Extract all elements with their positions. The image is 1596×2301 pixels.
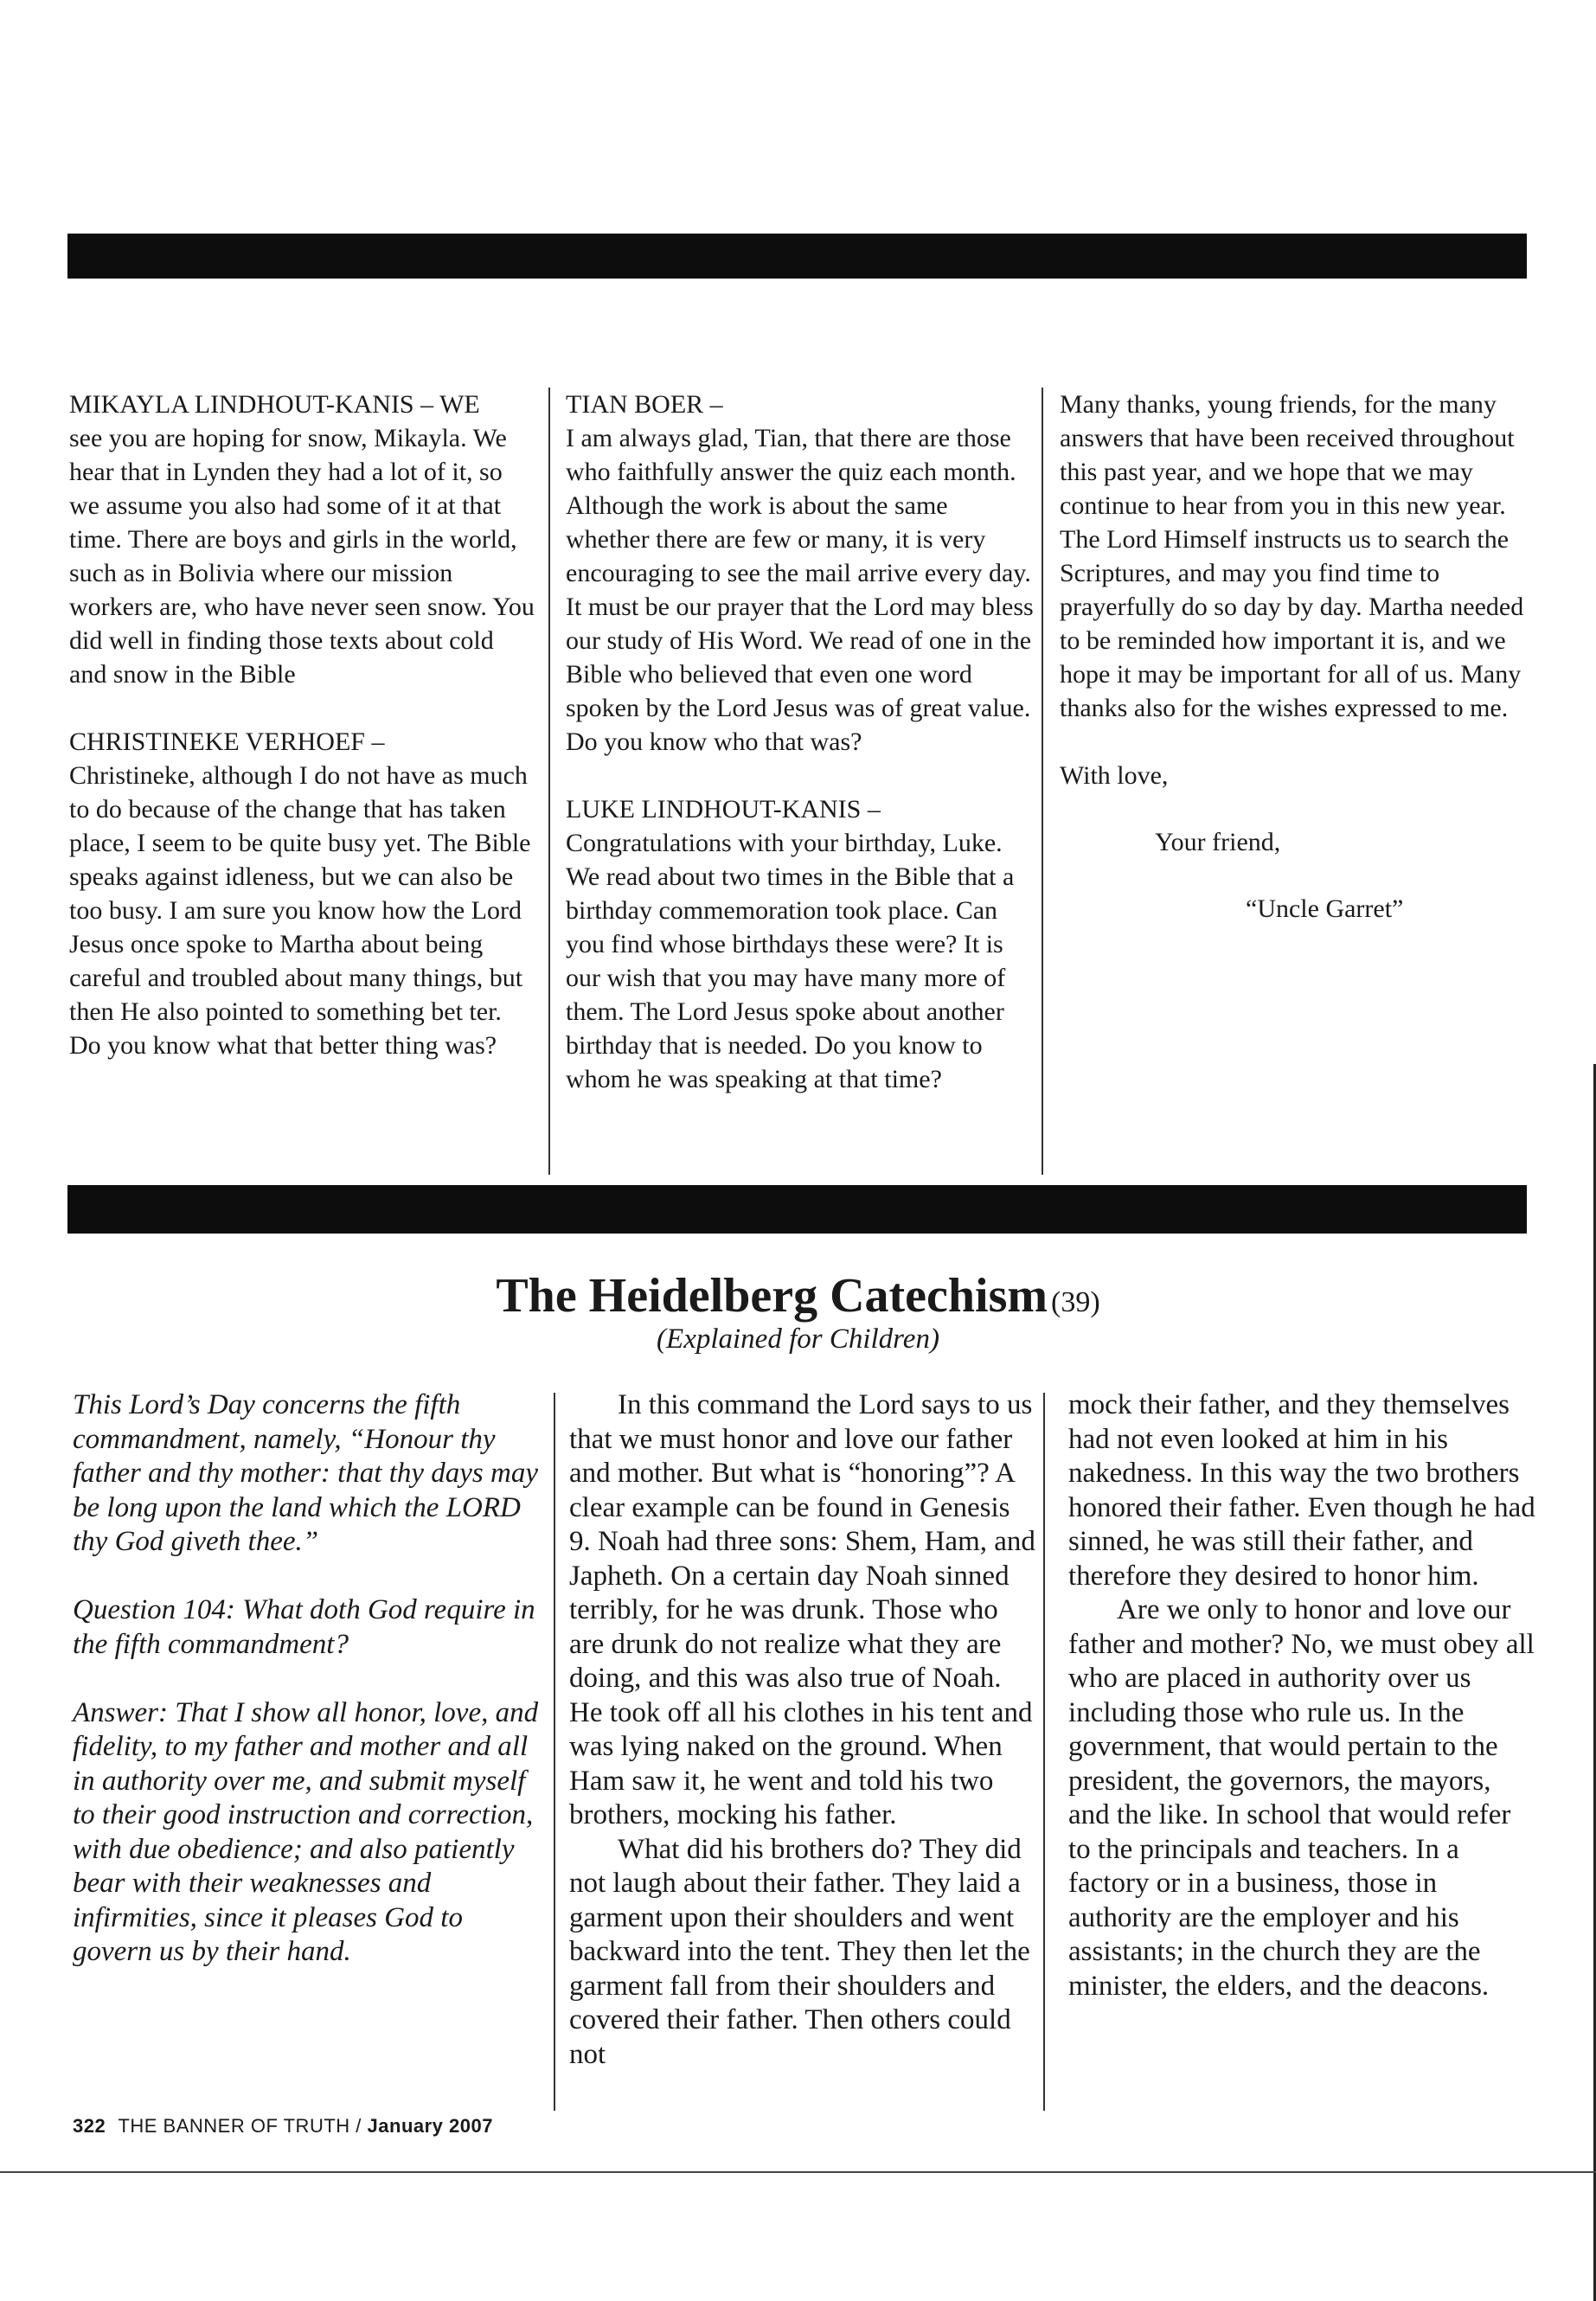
publication-name: THE BANNER OF TRUTH <box>118 2115 350 2137</box>
top-black-bar <box>67 234 1527 279</box>
letter-christineke <box>69 725 536 1062</box>
footer-separator: / <box>356 2115 362 2137</box>
letter-heading: CHRISTINEKE VERHOEF – <box>69 727 385 756</box>
letter-body: I am always glad, Tian, that there are those who faithfully answer the quiz each month. Although the work is about the same whether there are few or many, it is very encouraging to see the mail arrive every day. It must be our prayer that the Lord may bless our study of His Word. We read of one in the Bible who believed that even one word spoken by the Lord Jesus was of great value. Do you know who that was? <box>566 424 1034 756</box>
catechism-answer: Answer: That I show all honor, love, and fidelity, to my father and mother and all in authority over me, and submit myself to their good instruction and correction, with due obedience; and also patiently bear with their weaknesses and infirmities, since it pleases God to govern us by their hand. <box>73 1696 539 1967</box>
letter-heading: LUKE LINDHOUT-KANIS – <box>566 795 881 824</box>
letter-tian <box>566 388 1037 759</box>
letters-column-3 <box>1060 388 1531 926</box>
article-title-text: The Heidelberg Catechism <box>496 1269 1048 1323</box>
letter-heading: TIAN BOER – <box>566 390 723 419</box>
middle-black-bar <box>67 1185 1527 1234</box>
closing-friend: Your friend, <box>1155 828 1281 856</box>
letter-luke <box>566 792 1037 1096</box>
body-paragraph: What did his brothers do? They did not laugh about their father. They laid a garment upon their shoulders and went backward into the tent. They then let the garment fall from their shoulders and covered their father. Then others could not <box>569 1833 1030 2070</box>
column-divider <box>1042 388 1043 1175</box>
letter-mikayla <box>69 388 536 691</box>
article-subtitle: (Explained for Children) <box>657 1324 939 1355</box>
letter-body: see you are hoping for snow, Mikayla. We hear that in Lynden they had a lot of it, so we assume you also had some of it at that time. There are boys and girls in the world, such as in Bolivia where our mission workers are, who have never seen snow. You did well in finding those texts about cold and snow in the Bible <box>69 424 535 689</box>
letter-body: Christineke, although I do not have as much to do because of the change that has taken place, I seem to be quite busy yet. The Bible speaks against idleness, but we can also be too busy. I am sure you know how the Lord Jesus once spoke to Martha about being careful and troubled about many things, but then He also pointed to something bet ter. Do you know what that better thing was? <box>69 761 531 1060</box>
column-divider <box>554 1393 555 2111</box>
closing-letter-body: Many thanks, young friends, for the many answers that have been received throughout this past year, and we hope that we may continue to hear from you in this new year. The Lord Himself instructs us to search the Scriptures, and may you find time to prayerfully do so day by day. Martha needed to be reminded how important it is, and we hope it may be important for all of us. Many thanks also for the wishes expressed to me. <box>1060 390 1524 722</box>
catechism-column-3 <box>1068 1388 1535 2003</box>
catechism-column-1 <box>73 1388 548 2003</box>
lords-day-intro: This Lord’s Day concerns the fifth commandment, namely, “Honour thy father and thy mother: that thy days may be long upon the land which the LORD thy God giveth thee.” <box>73 1389 538 1557</box>
closing-salutation: With love, <box>1060 761 1169 790</box>
body-paragraph: mock their father, and they themselves had not even looked at him in his nakedness. In this way the two brothers honored their father. Even though he had sinned, he was still their father, and therefore they desired to honor him. <box>1068 1389 1535 1592</box>
page-number: 322 <box>73 2115 106 2137</box>
body-paragraph: In this command the Lord says to us that we must honor and love our father and mother. But what is “honoring”? A clear example can be found in Genesis 9. Noah had three sons: Shem, Ham, and Japheth. On a certain day Noah sinned terribly, for he was drunk. Those who are drunk do not realize what they are doing, and this was also true of Noah. He took off all his clothes in his tent and was lying naked on the ground. When Ham saw it, he went and told his two brothers, mocking his father. <box>569 1389 1035 1830</box>
column-divider <box>548 388 550 1175</box>
scan-bottom-line <box>0 2171 1596 2173</box>
signature-block <box>1060 759 1531 926</box>
issue-date: January 2007 <box>367 2115 493 2137</box>
body-paragraph: Are we only to honor and love our father and mother? No, we must obey all who are placed in authority over us including those who rule us. In the government, that would pertain to the president, the governors, the mayors, and the like. In school that would refer to the principals and teachers. In a factory or in a business, those in authority are the employer and his assistants; in the church they are the minister, the elders, and the deacons. <box>1068 1594 1535 2002</box>
column-divider <box>1043 1393 1045 2111</box>
letters-column-1 <box>69 388 536 1096</box>
page-footer <box>73 2115 493 2138</box>
article-number: (39) <box>1051 1286 1100 1318</box>
catechism-question: Question 104: What doth God require in the fifth commandment? <box>73 1594 535 1660</box>
catechism-column-2 <box>569 1388 1036 2072</box>
letter-body: Congratulations with your birthday, Luke. We read about two times in the Bible that a birthday commemoration took place. Can you find whose birthdays these were? It is our wish that you may have many more of them. The Lord Jesus spoke about another birthday that is needed. Do you know to whom he was speaking at that time? <box>566 829 1015 1093</box>
article-title <box>0 1268 1596 1324</box>
letter-heading: MIKAYLA LINDHOUT-KANIS – WE <box>69 390 480 419</box>
closing-signature: “Uncle Garret” <box>1246 894 1404 923</box>
letters-column-2 <box>566 388 1037 1130</box>
